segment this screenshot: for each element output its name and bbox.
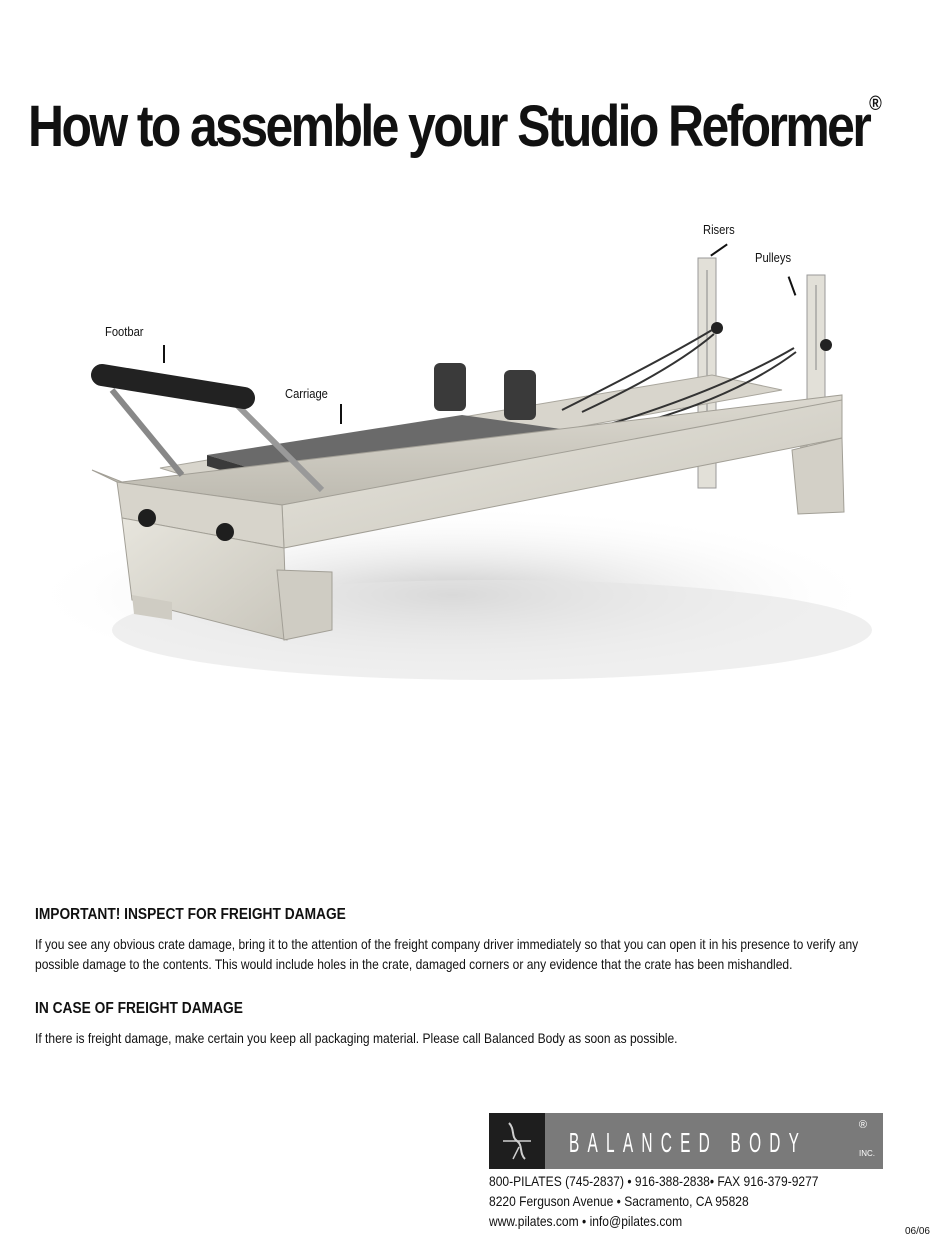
pulleys-label: Pulleys [755,250,792,265]
risers-label: Risers [703,222,735,237]
registered-mark: ® [869,93,882,115]
logo-inc: INC. [859,1149,875,1158]
footbar-leader-line [163,345,165,363]
page-title [28,93,882,159]
freight-inspect-line-1: If you see any obvious crate damage, bring it to the attention of the freight company driver immediately so that you can open it in his presence to verify any [35,936,859,952]
contact-address: 8220 Ferguson Avenue • Sacramento, CA 95828 [489,1193,749,1209]
carriage-leader-line [340,404,342,424]
figure-logo-icon [489,1113,545,1169]
freight-damage-heading: IN CASE OF FREIGHT DAMAGE [35,1000,243,1017]
balanced-body-logo [489,1113,883,1169]
logo-registered-mark: ® [858,1119,867,1131]
footbar-label: Footbar [105,324,144,339]
contact-phone-fax: 800-PILATES (745-2837) • 916-388-2838• FAX 916-379-9277 [489,1173,819,1189]
carriage-label: Carriage [285,386,328,401]
logo-wordmark: BALANCED BODY [569,1127,808,1158]
freight-inspect-line-2: possible damage to the contents. This would include holes in the crate, damaged corners or any evidence that the crate has been mishandled. [35,956,793,972]
reformer-photo [22,200,930,715]
contact-web-email: www.pilates.com • info@pilates.com [489,1213,683,1229]
freight-damage-line-1: If there is freight damage, make certain you keep all packaging material. Please call Balanced Body as soon as possible. [35,1030,678,1046]
freight-inspect-heading: IMPORTANT! INSPECT FOR FREIGHT DAMAGE [35,906,346,923]
title-text: How to assemble your Studio Reformer [28,94,870,159]
revision-date: 06/06 [904,1226,930,1237]
